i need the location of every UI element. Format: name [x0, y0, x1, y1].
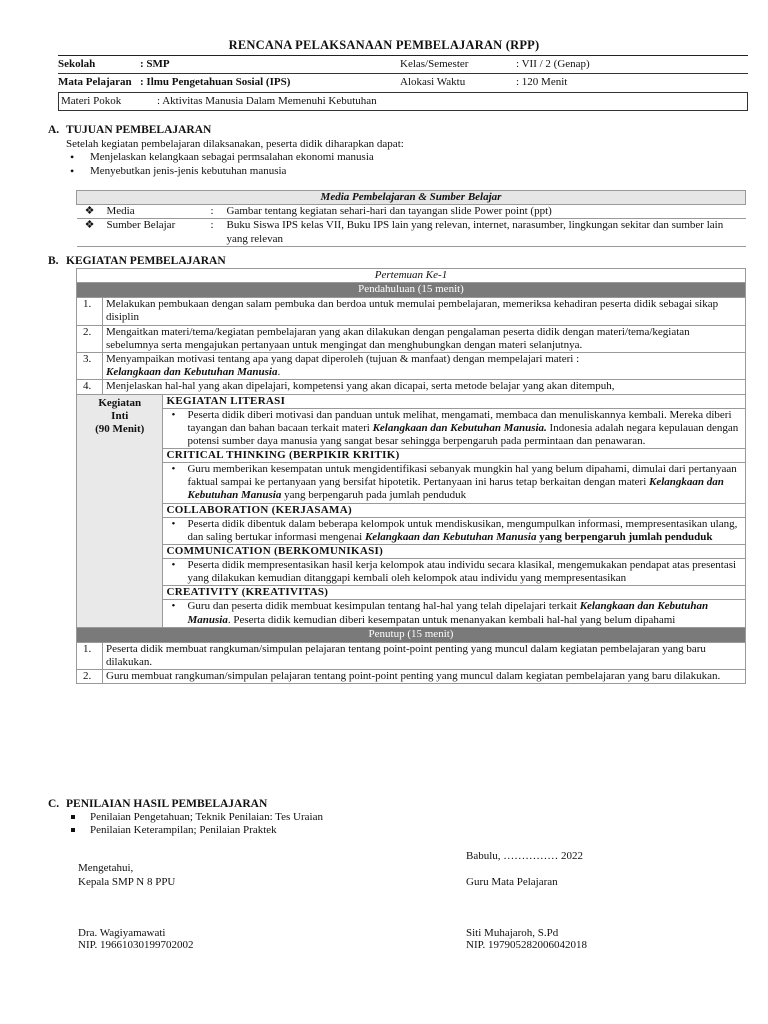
section-c-title — [48, 798, 267, 812]
principal-role: Kepala SMP N 8 PPU — [78, 876, 176, 888]
inti-time: (90 Menit) — [95, 422, 145, 435]
row-number: 2. — [77, 670, 103, 684]
text-emphasis: Kelangkaan dan Kebutuhan Manusia — [364, 530, 537, 543]
mengetahui-label: Mengetahui, — [78, 862, 134, 874]
comm-text: • Peserta didik mempresentasikan hasil kerja kelompok atau individu secara klasikal, mengemukakan pendapat atas presentasi yang dilakukan kemudian ditanggapi kembali oleh kelompok atau individu yang mempresentasikan — [163, 559, 746, 586]
text-emphasis: Kelangkaan dan Kebutuhan Manusia — [187, 476, 724, 502]
text-part: Peserta didik diberi motivasi dan panduan untuk melihat, mengamati, membaca dan menuliskannya kembali. Mereka diberi tayangan dan bahan bacaan terkait materi — [187, 408, 732, 434]
table-row — [77, 586, 746, 600]
table-row — [77, 545, 746, 559]
table-row — [77, 670, 746, 684]
critical-title: CRITICAL THINKING (BERPIKIR KRITIK) — [163, 449, 746, 463]
section-c-heading: PENILAIAN HASIL PEMBELAJARAN — [66, 798, 268, 810]
table-row — [77, 517, 746, 544]
table-row — [77, 642, 746, 669]
text-emphasis: Kelangkaan dan Kebutuhan Manusia — [187, 600, 709, 626]
row-number: 4. — [77, 380, 103, 394]
item-text-end: . — [277, 366, 281, 379]
sekolah-value: : SMP — [140, 57, 170, 70]
list-item: • Menjelaskan kelangkaan sebagai permsalahan ekonomi manusia — [66, 151, 746, 165]
list-item: • Menyebutkan jenis-jenis kebutuhan manusia — [66, 165, 746, 179]
pendahuluan-item — [103, 352, 746, 379]
activities-table — [76, 268, 746, 684]
materi-label: Materi Pokok — [61, 94, 122, 107]
text-part: Guru dan peserta didik membuat kesimpulan tentang hal-hal yang telah dipelajari terkait — [187, 600, 580, 613]
materi-value: : Aktivitas Manusia Dalam Memenuhi Kebutuhan — [157, 94, 377, 107]
alokasi-label: Alokasi Waktu — [400, 76, 466, 89]
text-part: Indonesia adalah negara kepulauan dengan potensi sumber daya manusia yang sangat besar sehingga berpengaruh pada permintaan dan penawaran. — [187, 421, 739, 447]
literasi-text — [163, 408, 746, 449]
creat-title: CREATIVITY (KREATIVITAS) — [163, 586, 746, 600]
penutup-item: Guru membuat rangkuman/simpulan pelajaran tentang point-point penting yang muncul dalam kegiatan pembelajaran yang baru dilakukan. — [103, 670, 746, 684]
sumber-value: Buku Siswa IPS kelas VII, Buku IPS lain yang relevan, internet, narasumber, lingkungan sekitar dan sumber lain yang relevan — [223, 219, 746, 246]
section-c-letter: C. — [48, 798, 60, 810]
table-row — [77, 600, 746, 627]
collab-title: COLLABORATION (KERJASAMA) — [163, 503, 746, 517]
kelas-label: Kelas/Semester — [400, 57, 469, 70]
pendahuluan-header: Pendahuluan (15 menit) — [77, 283, 746, 298]
table-row — [77, 559, 746, 586]
kelas-value: : VII / 2 (Genap) — [516, 57, 590, 70]
pendahuluan-item: Melakukan pembukaan dengan salam pembuka dan berdoa untuk memulai pembelajaran, memeriksa kehadiran peserta didik sebagai sikap disiplin — [103, 298, 746, 325]
literasi-title: KEGIATAN LITERASI — [163, 394, 746, 408]
row-number: 3. — [77, 352, 103, 379]
item-text: Menyampaikan motivasi tentang apa yang dapat diperoleh (tujuan & manfaat) dengan mempelajari materi : — [106, 352, 580, 365]
text-part: yang berpengaruh pada jumlah penduduk — [281, 489, 467, 502]
text-part: Peserta didik dibentuk dalam beberapa kelompok untuk mendiskusikan, mengumpulkan informasi, mempresentasikan ulang, dan saling bertukar informasi mengenai — [187, 517, 738, 543]
header-row-2 — [58, 74, 748, 92]
sumber-label: Sumber Belajar — [103, 219, 207, 246]
alokasi-value: : 120 Menit — [516, 76, 568, 89]
item-emphasis: Kelangkaan dan Kebutuhan Manusia — [106, 366, 278, 379]
section-b-letter: B. — [48, 255, 59, 267]
text-part: . Peserta didik kemudian diberi kesempatan untuk menanyakan kembali hal-hal yang belum dipahami — [227, 613, 676, 626]
pendahuluan-item: Mengaitkan materi/tema/kegiatan pembelajaran yang akan dilakukan dengan pengalaman peserta didik dengan materi/tema/kegiatan sebelumnya serta mengajukan pertanyaan untuk mengingat dan menghubungkan dengan materi selanjutnya. — [103, 325, 746, 352]
section-a-intro: Setelah kegiatan pembelajaran dilaksanakan, peserta didik diharapkan dapat: — [66, 138, 404, 150]
media-colon: : — [207, 205, 223, 219]
diamond-bullet-icon: ❖ — [77, 205, 103, 219]
mapel-value: : Ilmu Pengetahuan Sosial (IPS) — [140, 76, 291, 89]
penutup-header: Penutup (15 menit) — [77, 627, 746, 642]
penutup-item: Peserta didik membuat rangkuman/simpulan pelajaran tentang point-point penting yang muncul dalam kegiatan pembelajaran yang baru dilakukan. — [103, 642, 746, 669]
list-item: Penilaian Keterampilan; Penilaian Praktek — [66, 824, 746, 837]
table-row — [77, 219, 746, 246]
objective-list — [66, 151, 746, 179]
principal-name: Dra. Wagiyamawati — [78, 927, 166, 939]
media-value: Gambar tentang kegiatan sehari-hari dan tayangan slide Power point (ppt) — [223, 205, 746, 219]
text-emphasis: Kelangkaan dan Kebutuhan Manusia. — [372, 421, 547, 434]
pendahuluan-item: Menjelaskan hal-hal yang akan dipelajari, kompetensi yang akan dicapai, serta metode belajar yang akan ditempuh, — [103, 380, 746, 394]
pertemuan-label: Pertemuan Ke-1 — [77, 269, 746, 283]
mapel-label: Mata Pelajaran — [58, 76, 132, 89]
place-date: Babulu, …………… 2022 — [466, 850, 584, 862]
table-row — [77, 449, 746, 463]
row-number: 1. — [77, 642, 103, 669]
row-number: 1. — [77, 298, 103, 325]
kegiatan-inti-label — [77, 394, 163, 627]
section-b-title — [48, 255, 226, 269]
table-row — [77, 325, 746, 352]
section-c-body — [66, 811, 746, 837]
table-row — [77, 298, 746, 325]
critical-text — [163, 463, 746, 504]
table-row — [77, 394, 746, 408]
document-title: RENCANA PELAKSANAAN PEMBELAJARAN (RPP) — [228, 38, 540, 52]
section-a-letter: A. — [48, 124, 60, 136]
teacher-role: Guru Mata Pelajaran — [466, 876, 558, 888]
media-table — [76, 190, 746, 247]
assessment-list — [66, 811, 746, 837]
sumber-colon: : — [207, 219, 223, 246]
section-a-body — [66, 138, 746, 179]
collab-text — [163, 517, 746, 544]
sekolah-label: Sekolah — [58, 57, 96, 70]
section-b-heading: KEGIATAN PEMBELAJARAN — [66, 255, 226, 267]
table-row — [77, 205, 746, 219]
table-row — [77, 380, 746, 394]
list-item: Penilaian Pengetahuan; Teknik Penilaian: Tes Uraian — [66, 811, 746, 824]
creat-text — [163, 600, 746, 627]
media-label: Media — [103, 205, 207, 219]
materi-row — [58, 92, 748, 111]
header-row-1 — [58, 56, 748, 74]
inti-label: Kegiatan Inti — [98, 396, 142, 422]
diamond-bullet-icon: ❖ — [77, 219, 103, 246]
table-row — [77, 503, 746, 517]
teacher-name: Siti Muhajaroh, S.Pd — [466, 927, 559, 939]
identity-header — [58, 55, 748, 111]
principal-nip: NIP. 19661030199702002 — [78, 939, 194, 951]
section-a-title — [48, 124, 211, 138]
section-a-heading: TUJUAN PEMBELAJARAN — [66, 124, 212, 136]
row-number: 2. — [77, 325, 103, 352]
text-part: yang berpengaruh jumlah penduduk — [536, 530, 713, 543]
table-row — [77, 463, 746, 504]
table-row — [77, 352, 746, 379]
teacher-nip: NIP. 197905282006042018 — [466, 939, 588, 951]
text-part: Guru memberikan kesempatan untuk mengidentifikasi sebanyak mungkin hal yang belum dipahami, dimulai dari pertanyaan faktual sampai ke pertanyaan yang bersifat hipotetik. Pertanyaan ini harus tetap berkaitan dengan materi — [187, 463, 737, 489]
comm-title: COMMUNICATION (BERKOMUNIKASI) — [163, 545, 746, 559]
table-row — [77, 408, 746, 449]
media-table-header: Media Pembelajaran & Sumber Belajar — [77, 191, 746, 205]
